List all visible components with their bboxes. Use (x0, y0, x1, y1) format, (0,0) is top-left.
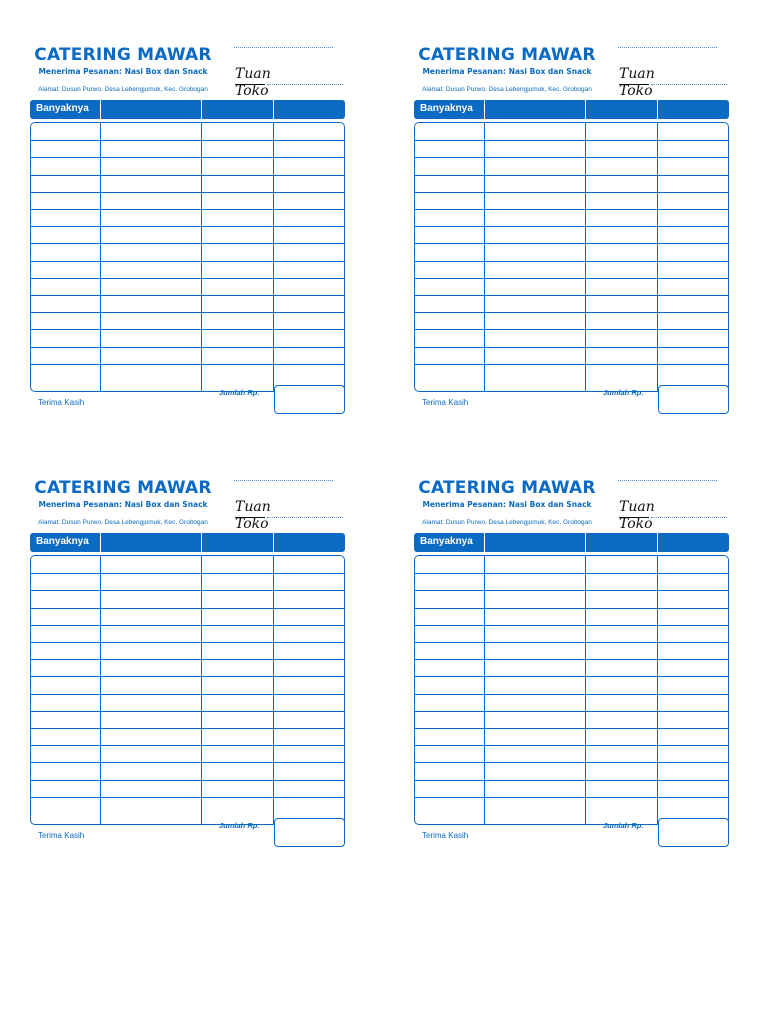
table-row-line (31, 192, 344, 193)
table-column-line (484, 556, 485, 824)
form-subtitle: Menerima Pesanan: Nasi Box dan Snack (422, 500, 592, 509)
form-address: Alamat: Dusun Purwo, Desa Lebengjumuk, Kec. Grobogan (422, 519, 592, 526)
total-amount-box[interactable] (274, 818, 345, 847)
total-label: Jumlah Rp. (603, 388, 644, 397)
table-row-line (31, 226, 344, 227)
form-title: CATERING MAWAR (34, 45, 212, 65)
table-column-line (273, 123, 274, 391)
thanks-text: Terima Kasih (422, 398, 469, 407)
thanks-text: Terima Kasih (422, 831, 469, 840)
table-row-line (31, 676, 344, 677)
table-row-line (31, 243, 344, 244)
table-row-line (31, 762, 344, 763)
total-label: Jumlah Rp. (219, 388, 260, 397)
header-divider (484, 533, 485, 552)
header-divider (273, 533, 274, 552)
shop-label: Toko (235, 516, 269, 532)
table-row-line (31, 347, 344, 348)
form-subtitle: Menerima Pesanan: Nasi Box dan Snack (422, 67, 592, 76)
order-table (30, 122, 345, 392)
shop-dotted-line (651, 517, 727, 518)
shop-dotted-line (651, 84, 727, 85)
table-row-line (415, 226, 728, 227)
recipient-dotted-line (234, 47, 333, 48)
order-table (30, 555, 345, 825)
column-header-quantity: Banyaknya (36, 536, 89, 547)
recipient-dotted-line (618, 480, 717, 481)
total-amount-box[interactable] (274, 385, 345, 414)
header-divider (201, 533, 202, 552)
table-row-line (415, 711, 728, 712)
total-label: Jumlah Rp. (603, 821, 644, 830)
table-row-line (31, 694, 344, 695)
table-column-line (657, 556, 658, 824)
total-label: Jumlah Rp. (219, 821, 260, 830)
table-header (30, 533, 345, 552)
table-row-line (415, 659, 728, 660)
table-row-line (415, 157, 728, 158)
table-row-line (415, 278, 728, 279)
table-row-line (415, 676, 728, 677)
table-column-line (201, 123, 202, 391)
table-row-line (415, 209, 728, 210)
table-column-line (585, 556, 586, 824)
header-divider (484, 100, 485, 119)
nota-bottom-left (30, 478, 375, 858)
recipient-label: Tuan (619, 499, 655, 515)
header-divider (100, 100, 101, 119)
table-row-line (415, 364, 728, 365)
recipient-dotted-line (618, 47, 717, 48)
form-subtitle: Menerima Pesanan: Nasi Box dan Snack (38, 67, 208, 76)
table-row-line (31, 157, 344, 158)
shop-label: Toko (235, 83, 269, 99)
table-row-line (415, 762, 728, 763)
table-row-line (31, 608, 344, 609)
table-row-line (31, 573, 344, 574)
total-amount-box[interactable] (658, 385, 729, 414)
form-title: CATERING MAWAR (418, 478, 596, 498)
table-row-line (415, 347, 728, 348)
column-header-quantity: Banyaknya (36, 103, 89, 114)
header-divider (657, 533, 658, 552)
table-row-line (31, 209, 344, 210)
form-title: CATERING MAWAR (34, 478, 212, 498)
table-column-line (100, 556, 101, 824)
table-row-line (31, 295, 344, 296)
nota-bottom-right (414, 478, 759, 858)
total-amount-box[interactable] (658, 818, 729, 847)
shop-dotted-line (267, 517, 343, 518)
table-row-line (415, 192, 728, 193)
table-row-line (415, 797, 728, 798)
table-column-line (201, 556, 202, 824)
table-header (414, 100, 729, 119)
table-row-line (31, 659, 344, 660)
nota-top-left (30, 45, 375, 425)
table-row-line (31, 175, 344, 176)
table-column-line (484, 123, 485, 391)
form-address: Alamat: Dusun Purwo, Desa Lebengjumuk, Kec. Grobogan (422, 86, 592, 93)
thanks-text: Terima Kasih (38, 398, 85, 407)
table-row-line (415, 625, 728, 626)
form-title: CATERING MAWAR (418, 45, 596, 65)
table-row-line (415, 140, 728, 141)
table-row-line (31, 625, 344, 626)
recipient-dotted-line (234, 480, 333, 481)
table-row-line (31, 728, 344, 729)
table-row-line (31, 278, 344, 279)
table-row-line (415, 590, 728, 591)
table-row-line (415, 175, 728, 176)
table-row-line (31, 745, 344, 746)
table-column-line (273, 556, 274, 824)
table-column-line (100, 123, 101, 391)
table-row-line (415, 295, 728, 296)
table-row-line (415, 728, 728, 729)
table-row-line (415, 780, 728, 781)
header-divider (201, 100, 202, 119)
table-row-line (415, 261, 728, 262)
header-divider (585, 100, 586, 119)
table-row-line (31, 711, 344, 712)
table-row-line (415, 329, 728, 330)
shop-dotted-line (267, 84, 343, 85)
recipient-label: Tuan (235, 66, 271, 82)
form-address: Alamat: Dusun Purwo, Desa Lebengjumuk, Kec. Grobogan (38, 519, 208, 526)
shop-label: Toko (619, 83, 653, 99)
form-subtitle: Menerima Pesanan: Nasi Box dan Snack (38, 500, 208, 509)
table-row-line (415, 608, 728, 609)
table-row-line (31, 261, 344, 262)
table-column-line (585, 123, 586, 391)
recipient-label: Tuan (619, 66, 655, 82)
nota-top-right (414, 45, 759, 425)
thanks-text: Terima Kasih (38, 831, 85, 840)
form-address: Alamat: Dusun Purwo, Desa Lebengjumuk, Kec. Grobogan (38, 86, 208, 93)
table-row-line (415, 642, 728, 643)
header-divider (100, 533, 101, 552)
table-row-line (31, 140, 344, 141)
table-row-line (31, 312, 344, 313)
header-divider (273, 100, 274, 119)
table-row-line (31, 780, 344, 781)
table-header (414, 533, 729, 552)
table-row-line (31, 364, 344, 365)
table-row-line (415, 745, 728, 746)
table-row-line (415, 573, 728, 574)
header-divider (657, 100, 658, 119)
recipient-label: Tuan (235, 499, 271, 515)
header-divider (585, 533, 586, 552)
shop-label: Toko (619, 516, 653, 532)
table-header (30, 100, 345, 119)
order-table (414, 122, 729, 392)
table-row-line (415, 312, 728, 313)
table-row-line (31, 329, 344, 330)
column-header-quantity: Banyaknya (420, 536, 473, 547)
table-row-line (415, 243, 728, 244)
order-table (414, 555, 729, 825)
table-row-line (31, 590, 344, 591)
table-column-line (657, 123, 658, 391)
table-row-line (415, 694, 728, 695)
table-row-line (31, 797, 344, 798)
table-row-line (31, 642, 344, 643)
column-header-quantity: Banyaknya (420, 103, 473, 114)
